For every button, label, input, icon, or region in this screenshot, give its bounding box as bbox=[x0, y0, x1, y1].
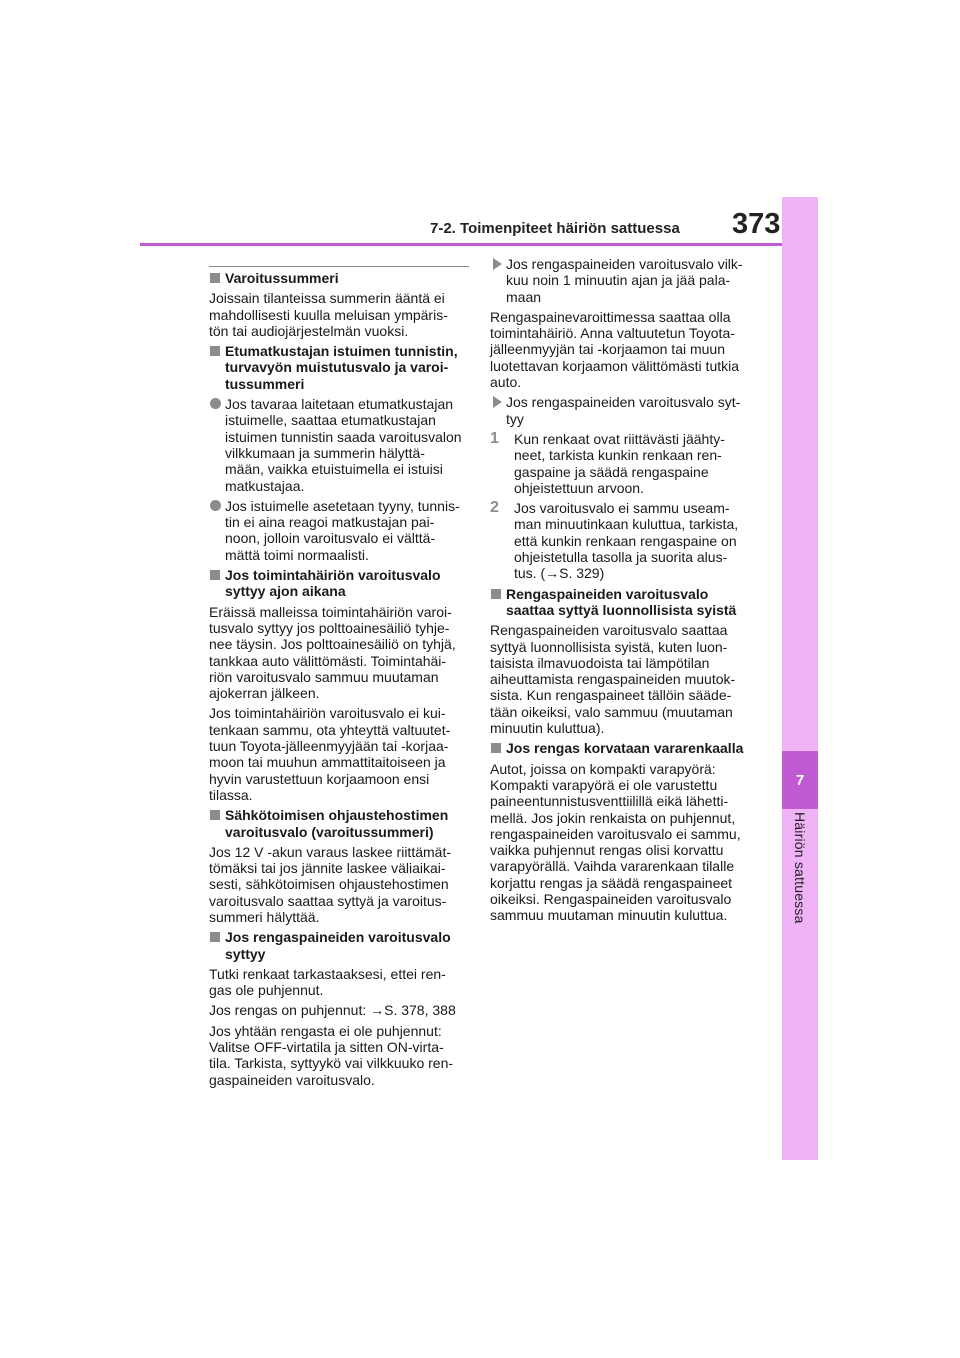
paragraph: Jos toimintahäiriön varoitusvalo ei kui- tenkaan sammu, ota yhteyttä valtuutet- tuun Toyota-jälleenmyyjään tai -korjaa- moon tai muuhun ammattitaitoiseen ja hyvin varustettuun korjaamoon ensi tilassa. bbox=[209, 705, 451, 803]
heading-text: Jos toimintahäiriön varoitusvalo syttyy ajon aikana bbox=[225, 567, 441, 600]
heading-text: Varoitussummeri bbox=[225, 270, 339, 286]
chapter-label-text: Häiriön sattuessa bbox=[792, 812, 808, 924]
triangle-marker-icon bbox=[490, 256, 506, 305]
bullet-item bbox=[209, 498, 471, 563]
bullet-text: Jos tavaraa laitetaan etumatkustajan istuimelle, saattaa etumatkustajan istuimen tunnistin saada varoitusvalon vilkkumaan ja summerin hälyttä- mään, vaikka etuistuimella ei istuisi matkustajaa. bbox=[225, 396, 462, 494]
chapter-number-tab[interactable] bbox=[782, 751, 818, 809]
section-heading bbox=[209, 270, 471, 286]
heading-text: Jos rengas korvataan vararenkaalla bbox=[506, 740, 744, 757]
condition-item bbox=[490, 256, 752, 305]
paragraph: Tutki renkaat tarkastaaksesi, ettei ren- gas ole puhjennut. bbox=[209, 965, 446, 999]
square-marker-icon bbox=[209, 807, 225, 840]
bullet-text: Jos istuimelle asetetaan tyyny, tunnis- tin ei aina reagoi matkustajan pai- noon, jolloin varoitusvalo ei välttä- mättä toimi normaalisti. bbox=[225, 497, 460, 563]
paragraph: Jos rengas on puhjennut: →S. 378, 388 bbox=[209, 1002, 456, 1019]
paragraph: Jos yhtään rengasta ei ole puhjennut: Valitse OFF-virtatila ja sitten ON-virta- tila. Tarkista, syttyykö vai vilkkuuko ren- gaspaineiden varoitusvalo. bbox=[209, 1022, 454, 1088]
bullet-item bbox=[209, 396, 471, 494]
condition-item bbox=[490, 394, 752, 427]
square-marker-icon bbox=[490, 740, 506, 756]
paragraph: Eräissä malleissa toimintahäiriön varoi- tusvalo syttyy jos polttoainesäiliö tyhje- nee täysin. Jos polttoainesäiliö on tyhjä, tankkaa auto välittömästi. Toimintahäi- riön varoitusvalo sammuu muutaman ajokerran jälkeen. bbox=[209, 603, 456, 702]
section-heading bbox=[490, 586, 752, 619]
square-marker-icon bbox=[209, 343, 225, 392]
step-number: 1 bbox=[490, 429, 499, 447]
triangle-marker-icon bbox=[490, 394, 506, 427]
section-title: 7-2. Toimenpiteet häiriön sattuessa bbox=[430, 220, 680, 237]
square-marker-icon bbox=[209, 270, 225, 286]
circle-bullet-icon bbox=[209, 396, 225, 494]
paragraph: Jos 12 V -akun varaus laskee riittämät- tömäksi tai jos jännite laskee väliaikai- sesti, sähkötoimisen ohjaustehostimen varoitusvalo saattaa syttyä ja varoitus- summeri hälyttää. bbox=[209, 843, 451, 925]
paragraph: Autot, joissa on kompakti varapyörä: Kompakti varapyörä ei ole varustettu paineentunnistusventtiilillä eikä lähetti- mellä. Jos jokin renkaista on puhjennut, rengaspaineiden varoitusvalo ei sammu, vaikka puhjennut rengas olisi korvattu varapyörällä. Vaihda vararenkaan tilalle korjattu rengas ja säädä rengaspaineet oikeiksi. Rengaspaineiden varoitusvalo sammuu muutaman minuutin kuluttua. bbox=[490, 760, 741, 924]
step-item bbox=[490, 431, 752, 496]
step-text: Kun renkaat ovat riittävästi jäähty- neet, tarkista kunkin renkaan ren- gaspaine ja säädä rengaspaine ohjeistettuun arvoon. bbox=[514, 430, 725, 496]
left-column bbox=[209, 266, 471, 1092]
step-item bbox=[490, 500, 752, 581]
square-marker-icon bbox=[209, 929, 225, 962]
section-heading bbox=[209, 807, 471, 840]
square-marker-icon bbox=[209, 567, 225, 600]
header-rule bbox=[140, 243, 792, 246]
page-number: 373 bbox=[732, 208, 781, 240]
right-column bbox=[490, 256, 752, 928]
chapter-side-band bbox=[782, 197, 818, 1160]
section-heading bbox=[209, 929, 471, 962]
chapter-number: 7 bbox=[795, 771, 805, 789]
section-heading bbox=[209, 343, 471, 392]
heading-text: Rengaspaineiden varoitusvalo saattaa syttyä luonnollisista syistä bbox=[506, 585, 737, 618]
heading-text: Etumatkustajan istuimen tunnistin, turvavyön muistutusvalo ja varoi- tussummeri bbox=[225, 343, 458, 392]
step-text: Jos varoitusvalo ei sammu useam- man minuutinkaan kuluttua, tarkista, että kunkin renkaan rengaspaine on ohjeistetulla tasolla ja suorita alus- tus. (→S. 329) bbox=[514, 500, 739, 582]
heading-text: Sähkötoimisen ohjaustehostimen varoitusvalo (varoitussummeri) bbox=[225, 807, 449, 840]
heading-text: Jos rengaspaineiden varoitusvalo syttyy bbox=[225, 929, 451, 962]
column-rule bbox=[209, 266, 469, 267]
paragraph: Rengaspaineiden varoitusvalo saattaa syttyä luonnollisista syistä, kuten luon- taisista ilmavuodoista tai lämpötilan aiheuttamista rengaspaineiden muutok- sista. Kun rengaspaineet tällöin sääde- tään oikeiksi, valo sammuu (muutaman minuutin kuluttua). bbox=[490, 622, 736, 737]
section-heading bbox=[490, 740, 752, 756]
paragraph: Rengaspainevaroittimessa saattaa olla toimintahäiriö. Anna valtuutetun Toyota- jälleenmyyjän tai -korjaamon tai muun luotettavan korjaamon välittömästi tutkia auto. bbox=[490, 308, 740, 391]
condition-text: Jos rengaspaineiden varoitusvalo vilk- kuu noin 1 minuutin ajan ja jää pala- maan bbox=[506, 256, 743, 305]
condition-text: Jos rengaspaineiden varoitusvalo syt- tyy bbox=[506, 394, 741, 427]
step-number: 2 bbox=[490, 499, 499, 517]
circle-bullet-icon bbox=[209, 498, 225, 563]
square-marker-icon bbox=[490, 586, 506, 619]
section-heading bbox=[209, 567, 471, 600]
paragraph: Joissain tilanteissa summerin ääntä ei mahdollisesti kuulla meluisan ympäris- tön tai audiojärjestelmän vuoksi. bbox=[209, 290, 448, 339]
chapter-label bbox=[783, 812, 817, 952]
